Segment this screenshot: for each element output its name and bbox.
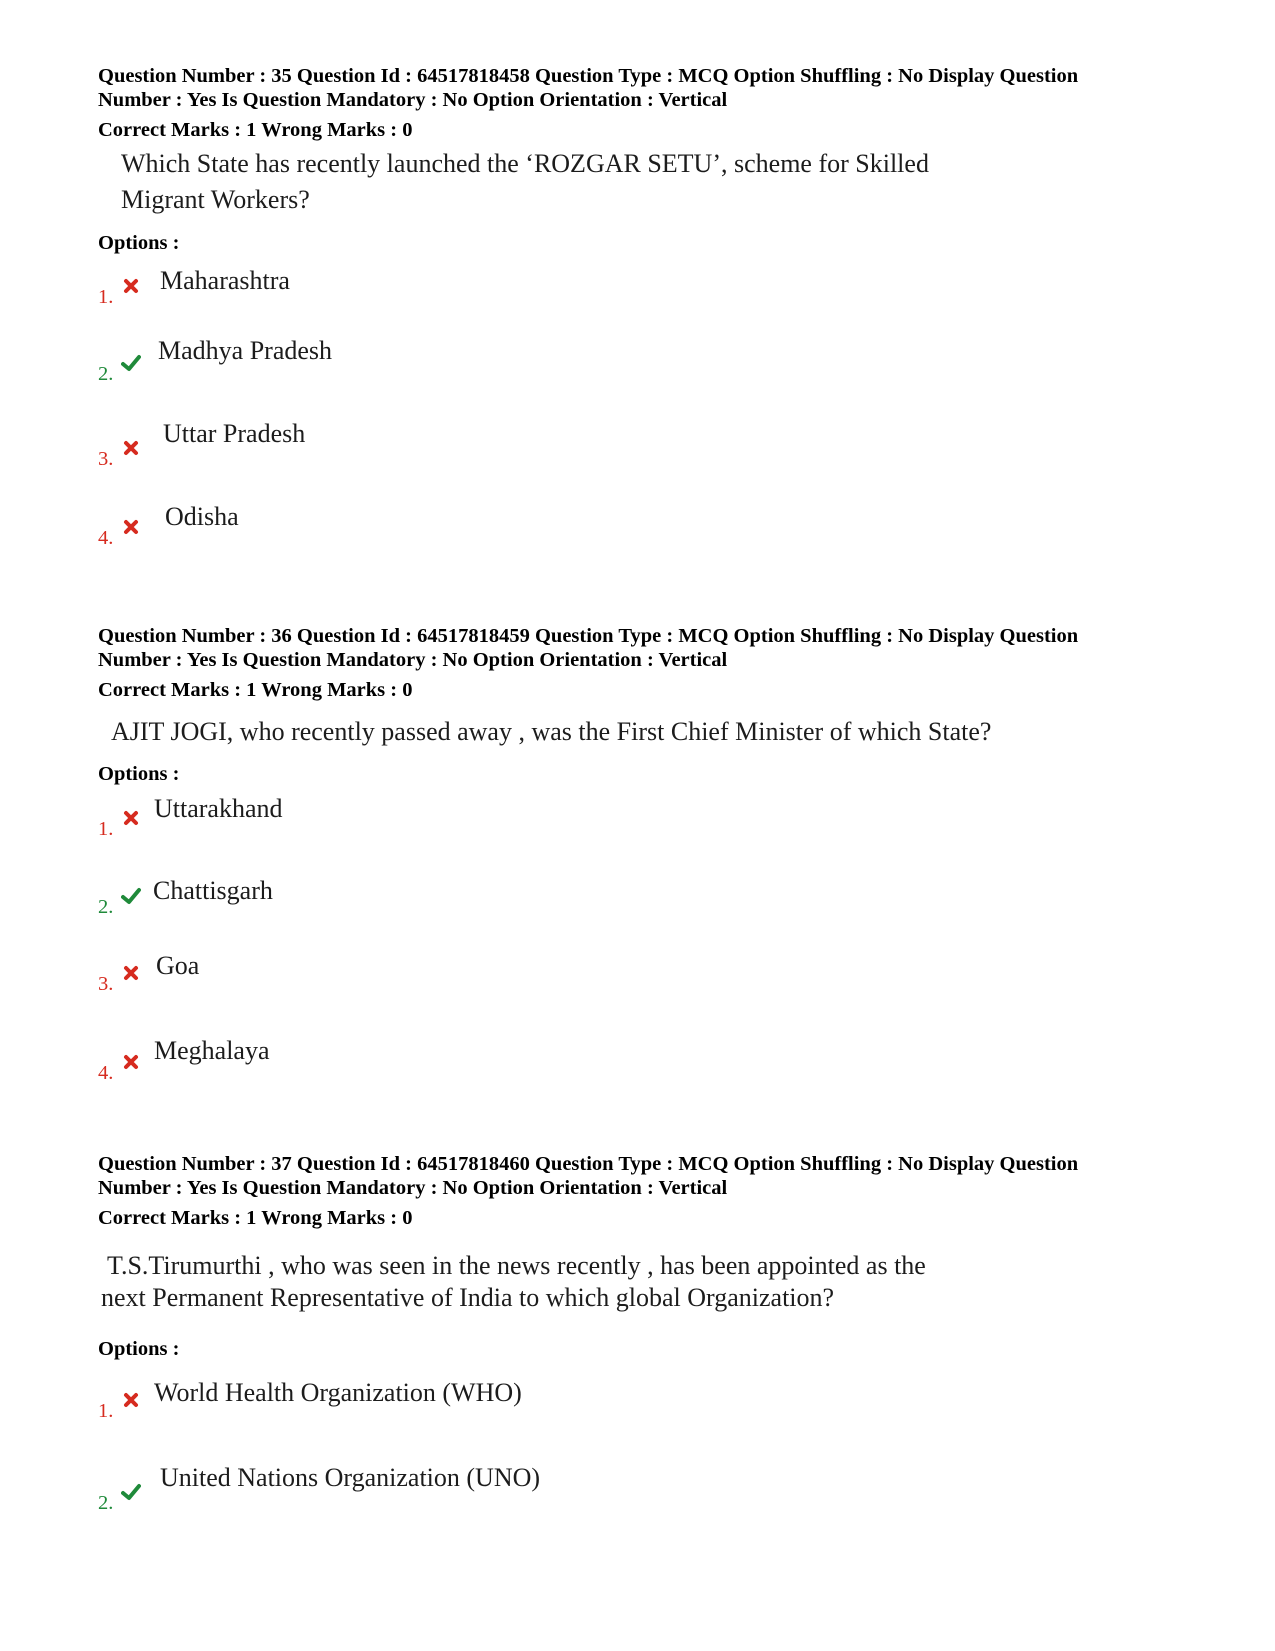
question-37-text: [101, 1250, 926, 1314]
question-meta-line-1: Question Number : 35 Question Id : 64517818458 Question Type : MCQ Option Shuffling : No Display Question: [98, 65, 1079, 87]
options-label: Options :: [98, 232, 180, 254]
cross-icon: [121, 517, 141, 537]
option-q37-1-text: World Health Organization (WHO): [154, 1378, 522, 1407]
question-36-text: [111, 714, 991, 750]
question-marks: Correct Marks : 1 Wrong Marks : 0: [98, 679, 413, 701]
option-number: 4.: [98, 527, 114, 549]
question-37-header: [98, 1152, 1198, 1230]
option-q36-2-text: Chattisgarh: [153, 876, 273, 905]
options-label: Options :: [98, 1338, 180, 1360]
option-q35-2-text: Madhya Pradesh: [158, 336, 333, 365]
check-icon: [121, 1482, 141, 1502]
question-marks: Correct Marks : 1 Wrong Marks : 0: [98, 119, 413, 141]
cross-icon: [121, 276, 141, 296]
option-q36-3-text: Goa: [156, 951, 200, 980]
question-36-header: [98, 624, 1198, 702]
options-label: Options :: [98, 763, 180, 785]
question-meta-line-2: Number : Yes Is Question Mandatory : No Option Orientation : Vertical: [98, 89, 728, 111]
option-q35-1-text: Maharashtra: [160, 266, 290, 295]
question-text-line-1: AJIT JOGI, who recently passed away , was the First Chief Minister of which State?: [111, 717, 992, 746]
check-icon: [121, 886, 141, 906]
option-q36-4-text: Meghalaya: [154, 1036, 270, 1065]
question-35-text: [121, 146, 929, 218]
option-number: 3.: [98, 973, 114, 995]
check-icon: [121, 353, 141, 373]
option-number: 2.: [98, 1492, 114, 1514]
question-marks: Correct Marks : 1 Wrong Marks : 0: [98, 1207, 413, 1229]
option-number: 2.: [98, 363, 114, 385]
question-meta-line-2: Number : Yes Is Question Mandatory : No Option Orientation : Vertical: [98, 1177, 728, 1199]
question-meta-line-2: Number : Yes Is Question Mandatory : No Option Orientation : Vertical: [98, 649, 728, 671]
option-q35-4-text: Odisha: [165, 502, 239, 531]
question-35-header: [98, 64, 1198, 142]
option-q37-2-text: United Nations Organization (UNO): [160, 1463, 541, 1492]
question-meta-line-1: Question Number : 37 Question Id : 64517818460 Question Type : MCQ Option Shuffling : No Display Question: [98, 1153, 1079, 1175]
option-q35-3-text: Uttar Pradesh: [163, 419, 306, 448]
cross-icon: [121, 1390, 141, 1410]
option-number: 1.: [98, 818, 114, 840]
option-number: 1.: [98, 1400, 114, 1422]
option-q36-1-text: Uttarakhand: [154, 794, 283, 823]
cross-icon: [121, 438, 141, 458]
cross-icon: [121, 1052, 141, 1072]
question-text-line-2: Migrant Workers?: [121, 185, 310, 214]
option-number: 1.: [98, 286, 114, 308]
question-meta-line-1: Question Number : 36 Question Id : 64517818459 Question Type : MCQ Option Shuffling : No Display Question: [98, 625, 1079, 647]
option-number: 4.: [98, 1062, 114, 1084]
option-number: 3.: [98, 448, 114, 470]
question-text-line-2: next Permanent Representative of India to which global Organization?: [101, 1283, 835, 1312]
cross-icon: [121, 808, 141, 828]
question-text-line-1: Which State has recently launched the ‘ROZGAR SETU’, scheme for Skilled: [121, 149, 929, 178]
question-text-line-1: T.S.Tirumurthi , who was seen in the news recently , has been appointed as the: [107, 1251, 926, 1280]
cross-icon: [121, 963, 141, 983]
option-number: 2.: [98, 896, 114, 918]
